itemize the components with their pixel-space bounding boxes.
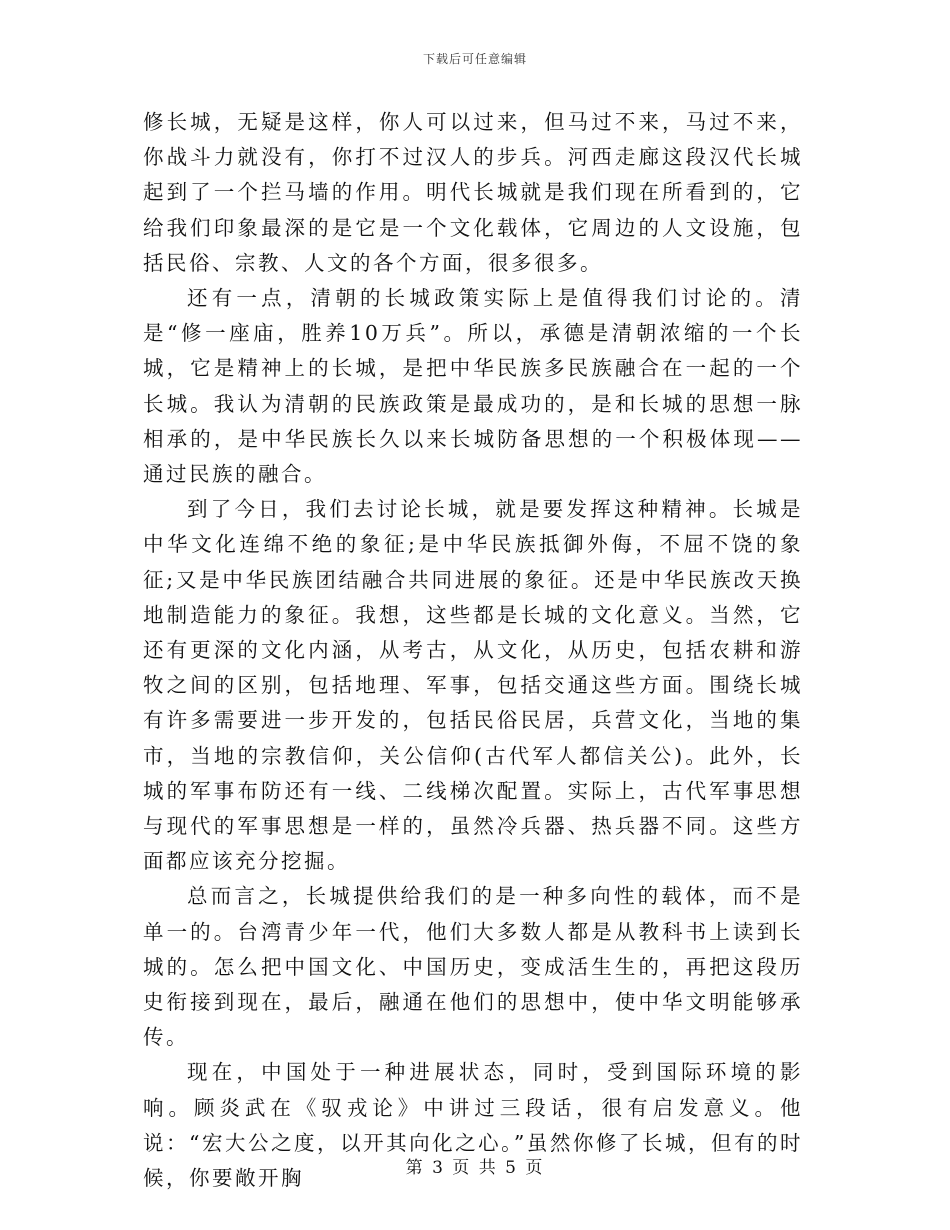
paragraph-3: 到了今日，我们去讨论长城，就是要发挥这种精神。长城是中华文化连绵不绝的象征;是中华民族抵御外侮，不屈不饶的象征;又是中华民族团结融合共同进展的象征。还是中华民族改天换地制造能力的象征。我想，这些都是长城的文化意义。当然，它还有更深的文化内涵，从考古，从文化，从历史，包括农耕和游牧之间的区别，包括地理、军事，包括交通这些方面。围绕长城有许多需要进一步开发的，包括民俗民居，兵营文化，当地的集市，当地的宗教信仰，关公信仰(古代军人都信关公)。此外，长城的军事布防还有一线、二线梯次配置。实际上，古代军事思想与现代的军事思想是一样的，虽然冷兵器、热兵器不同。这些方面都应该充分挖掘。 xyxy=(143,497,803,874)
document-body xyxy=(143,105,803,1196)
page-number-footer: 第 3 页 共 5 页 xyxy=(405,1158,545,1178)
page-header: 下载后可任意编辑 xyxy=(422,52,527,66)
paragraph-4: 总而言之，长城提供给我们的是一种多向性的载体，而不是单一的。台湾青少年一代，他们大多数人都是从教科书上读到长城的。怎么把中国文化、中国历史，变成活生生的，再把这段历史衔接到现在，最后，融通在他们的思想中，使中华文明能够承传。 xyxy=(143,884,803,1050)
paragraph-5: 现在，中国处于一种进展状态，同时，受到国际环境的影响。顾炎武在《驭戎论》中讲过三段话，很有启发意义。他说：“宏大公之度，以开其向化之心。”虽然你修了长城，但有的时候，你要敞开胸 xyxy=(143,1060,803,1191)
paragraph-2: 还有一点，清朝的长城政策实际上是值得我们讨论的。清是“修一座庙，胜养10万兵”。所以，承德是清朝浓缩的一个长城，它是精神上的长城，是把中华民族多民族融合在一起的一个长城。我认为清朝的民族政策是最成功的，是和长城的思想一脉相承的，是中华民族长久以来长城防备思想的一个积极体现——通过民族的融合。 xyxy=(143,286,803,487)
paragraph-1: 修长城，无疑是这样，你人可以过来，但马过不来，马过不来，你战斗力就没有，你打不过汉人的步兵。河西走廊这段汉代长城起到了一个拦马墙的作用。明代长城就是我们现在所看到的，它给我们印象最深的是它是一个文化载体，它周边的人文设施，包括民俗、宗教、人文的各个方面，很多很多。 xyxy=(143,110,803,275)
